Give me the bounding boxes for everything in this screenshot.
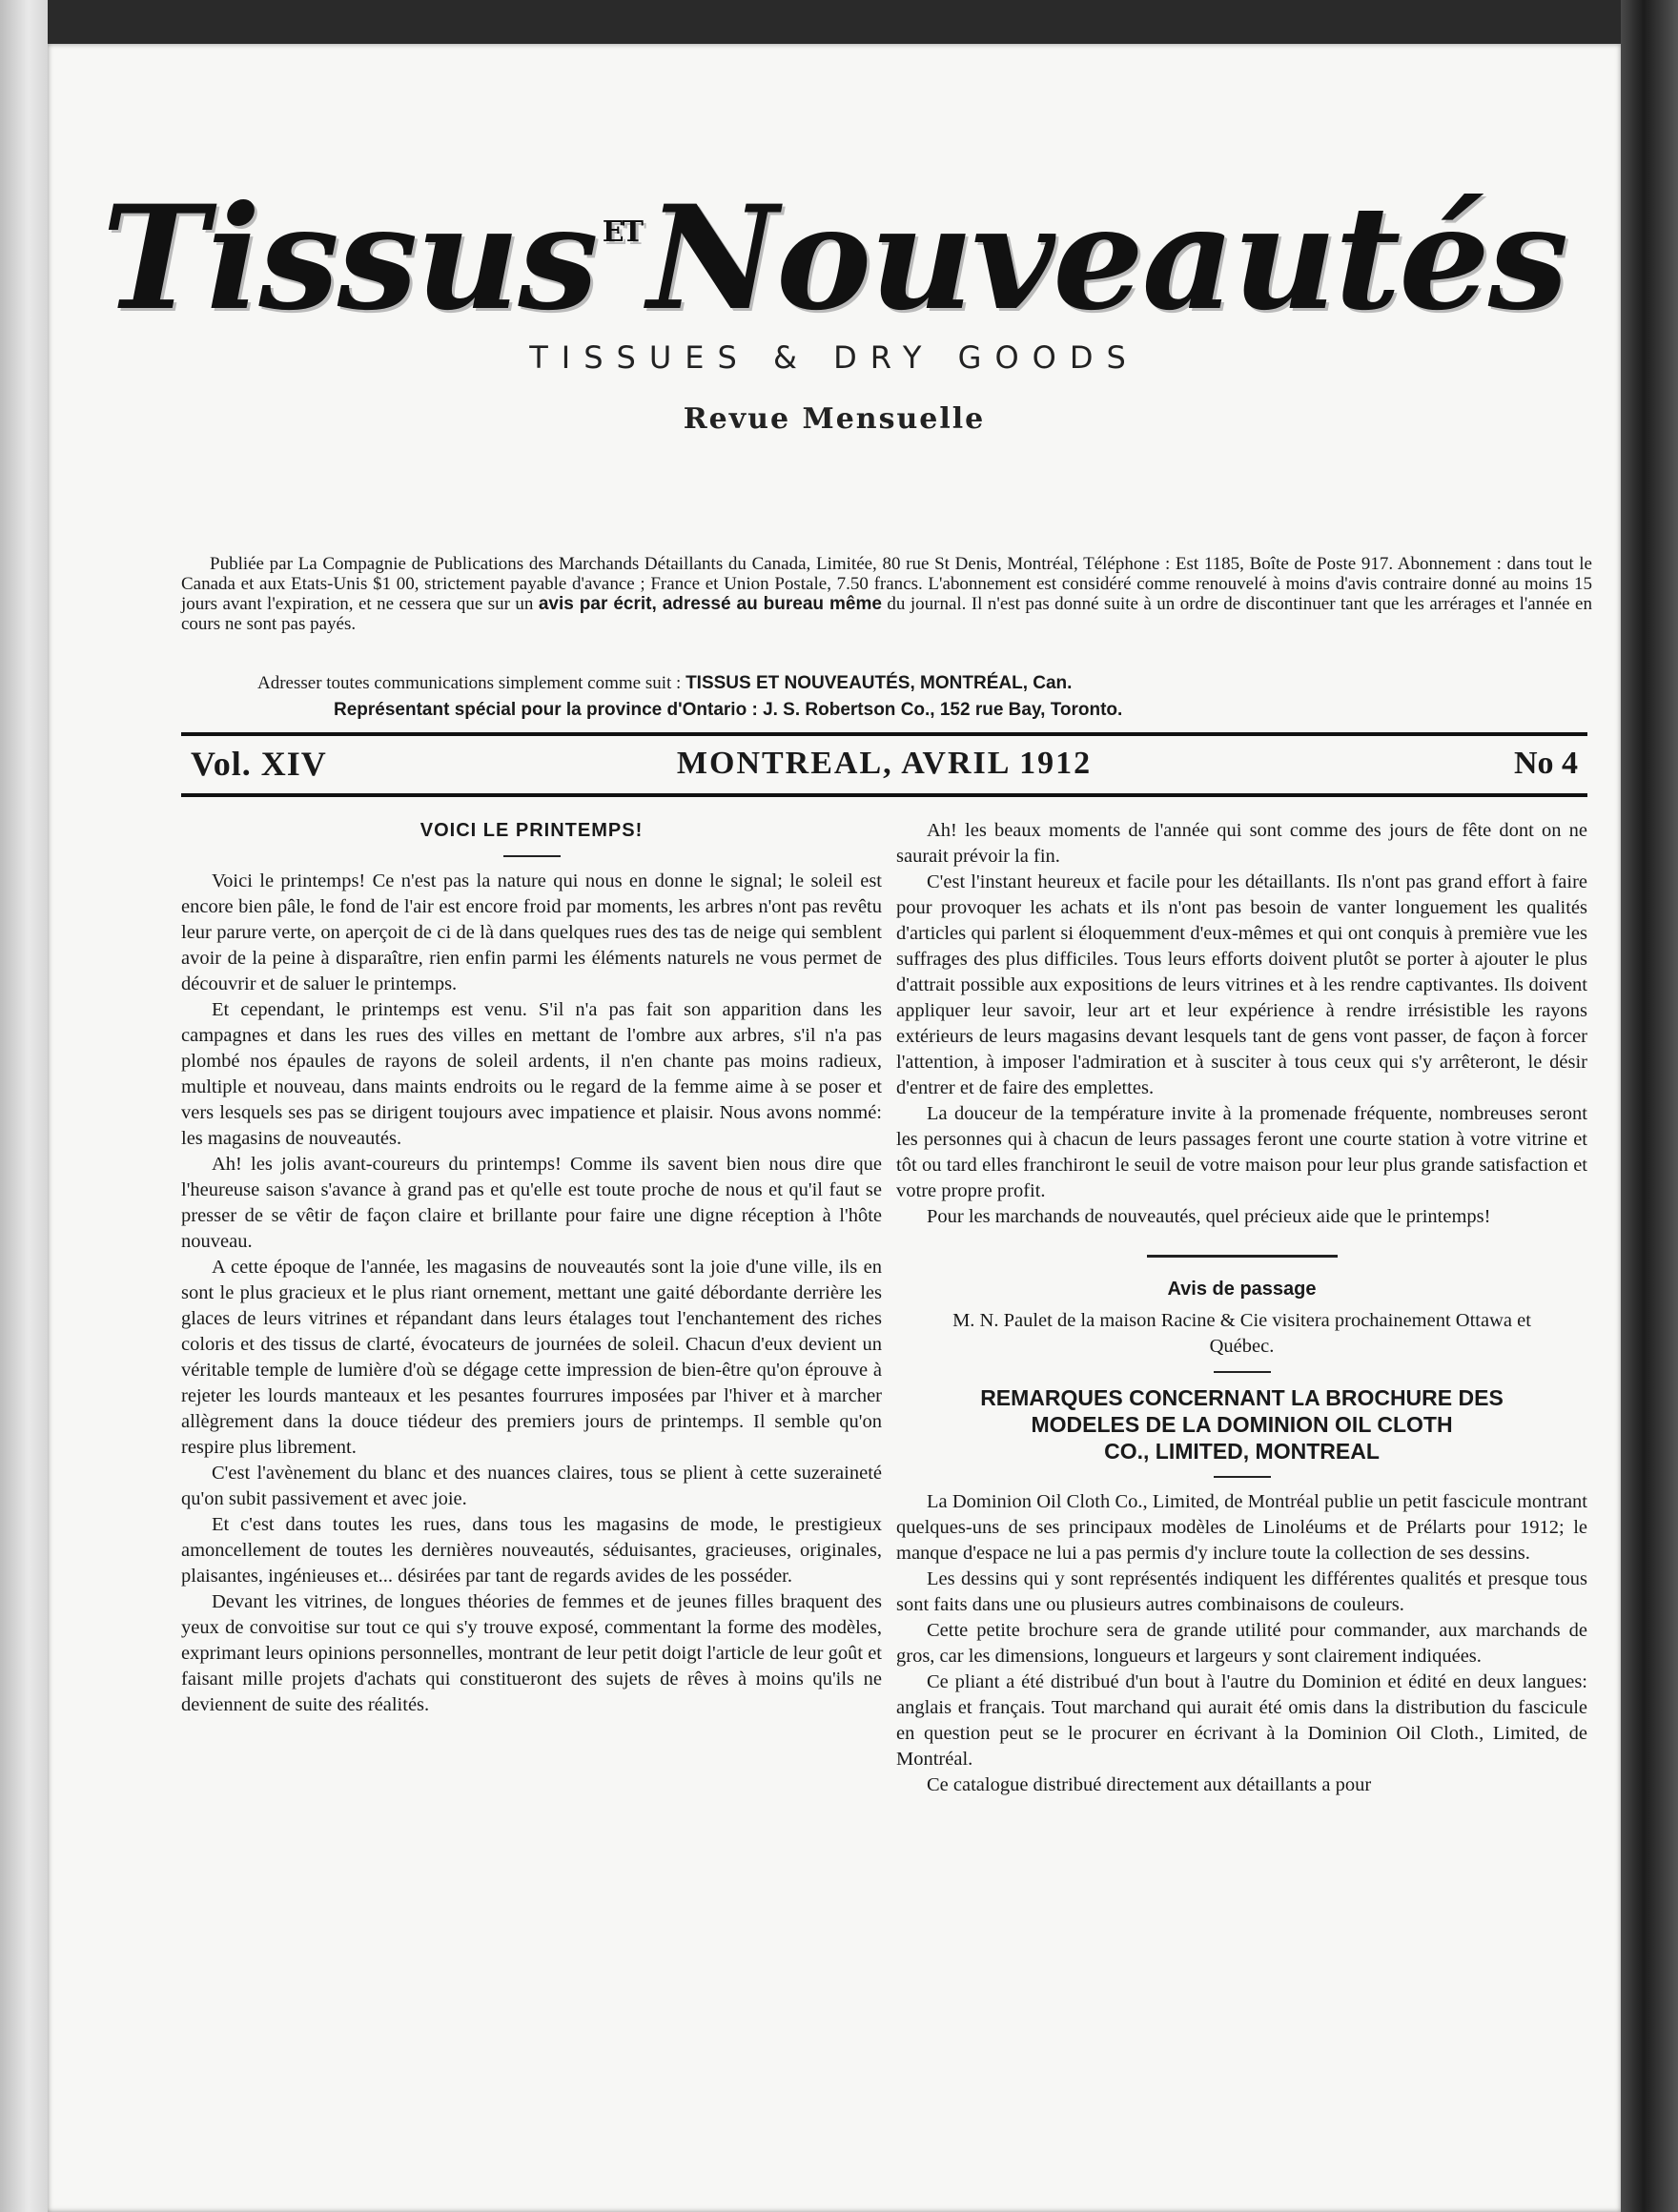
title-et: ET <box>602 215 642 249</box>
volume: Vol. XIV <box>191 745 327 783</box>
column-left <box>181 818 882 1718</box>
title-left: Tissus <box>101 174 597 342</box>
avis-divider <box>1214 1371 1271 1373</box>
paragraph: Pour les marchands de nouveautés, quel précieux aide que le printemps! <box>927 1206 1491 1227</box>
dateline: MONTREAL, AVRIL 1912 <box>676 746 1093 781</box>
pubinfo-text-b: du journal. Il n'est pas donné suite à un ordre de discontinuer tant que les arrérages et l'année en cours ne sont pas payés. <box>181 594 1592 634</box>
section-divider <box>1147 1255 1338 1258</box>
masthead <box>48 174 1621 436</box>
representative-line: Représentant spécial pour la province d'Ontario : J. S. Robertson Co., 152 rue Bay, Toronto. <box>334 700 1123 720</box>
pubinfo-text-a: Publiée par La Compagnie de Publications des Marchands Détaillants du Canada, Limitée, 80 rue St Denis, Montréal, Téléphone : Est 1185, Boîte de Poste 917. Abonnement : dans tout le Canada et aux Etats-Unis $1 00, strictement payable d'avance ; France et Union Postale, 7.50 francs. L'abonnement est considéré comme renouvelé à moins d'avis contraire donné au moins 15 jours avant l'expiration, et ne cessera que sur un <box>181 554 1592 614</box>
book-binding <box>1621 0 1678 2212</box>
paragraph: Les dessins qui y sont représentés indiquent les différentes qualités et presque tous sont faits dans une ou plusieurs autres combinaisons de couleurs. <box>896 1568 1587 1615</box>
page <box>48 44 1621 2212</box>
masthead-subtitle: TISSUES & DRY GOODS <box>529 339 1139 376</box>
paragraph: La douceur de la température invite à la promenade fréquente, nombreuses seront les personnes qui à chacun de leurs passages feront une courte station à votre vitrine et tôt ou tard elles franchiront le seuil de votre maison pour leur plus grande satisfaction et votre propre profit. <box>896 1103 1587 1201</box>
masthead-title <box>48 174 1621 342</box>
avis-title: Avis de passage <box>1167 1279 1317 1300</box>
masthead-revue: Revue Mensuelle <box>683 402 986 436</box>
paragraph: Ah! les jolis avant-coureurs du printemps! Comme ils savent bien nous dire que l'heureuse saison s'avance à grand pas et qu'elle est toute proche de nous et qu'il faut se presser de se vêtir de façon claire et brillante pour faire une digne réception à l'hôte nouveau. <box>181 1154 882 1252</box>
paragraph: Ce pliant a été distribué d'un bout à l'autre du Dominion et édité en deux langues: anglais et français. Tout marchand qui aurait été omis dans la distribution du fascicule en question peut se le procurer en écrivant à la Dominion Oil Cloth., Limited, de Montréal. <box>896 1671 1587 1770</box>
paragraph: C'est l'instant heureux et facile pour les détaillants. Ils n'ont pas grand effort à faire pour provoquer les achats et ils n'ont pas besoin de vanter longuement les qualités d'articles qui parlent si éloquemment d'eux-mêmes et qui ont conquis à première vue les suffrages des plus difficiles. Tous leurs efforts doivent plutôt se porter à ajouter le plus d'attrait possible aux expositions de leurs vitrines et à les rendre captivantes. Ils doivent appliquer leur savoir, leur art et leur expérience à rendre irrésistible les rayons extérieurs de leurs magasins devant lesquels tant de gens vont passer, de façon à forcer l'attention, à imposer l'admiration et à susciter à tous ceux qui s'y arrêteront, le désir d'entrer et de faire des emplettes. <box>896 871 1587 1098</box>
publication-info <box>181 554 1592 634</box>
title-divider <box>503 855 561 857</box>
paragraph: Et c'est dans toutes les rues, dans tous les magasins de mode, le prestigieux amoncellement de toutes les dernières nouveautés, séduisantes, gracieuses, originales, plaisantes, ingénieuses et... désirées par tant de regards avides de les posséder. <box>181 1514 882 1587</box>
address-text: Adresser toutes communications simplement comme suit : <box>257 673 682 693</box>
paragraph: Cette petite brochure sera de grande utilité pour commander, aux marchands de gros, car les dimensions, longueurs et largeurs y sont clairement indiquées. <box>896 1620 1587 1667</box>
article2-title-line: MODELES DE LA DOMINION OIL CLOTH <box>1031 1412 1453 1437</box>
title-right: Nouveautés <box>646 174 1567 342</box>
paragraph: Voici le printemps! Ce n'est pas la nature qui nous en donne le signal; le soleil est encore bien pâle, le fond de l'air est encore froid par moments, les arbres n'ont pas revêtu leur parure verte, on aperçoit de ci de là dans quelques rues des tas de neige qui semblent avoir de la peine à disparaître, rien enfin parmi les éléments naturels ne vous permet de découvrir et de saluer le printemps. <box>181 870 882 994</box>
article2-title-line: CO., LIMITED, MONTREAL <box>1104 1439 1380 1464</box>
issue-number: No 4 <box>1513 746 1578 781</box>
paragraph: C'est l'avènement du blanc et des nuances claires, tous se plient à cette suzeraineté qu'on subit passivement et avec joie. <box>181 1463 882 1509</box>
paragraph: La Dominion Oil Cloth Co., Limited, de Montréal publie un petit fascicule montrant quelques-uns de ses principaux modèles de Linoléums et de Prélarts pour 1912; le manque d'espace ne lui a pas permis d'y inclure toute la collection de ses dessins. <box>896 1491 1587 1564</box>
article2-divider <box>1214 1476 1271 1478</box>
issue-rule-bottom <box>181 793 1587 797</box>
paragraph: Ce catalogue distribué directement aux détaillants a pour <box>927 1774 1372 1795</box>
issue-line <box>181 740 1587 788</box>
paragraph: A cette époque de l'année, les magasins de nouveautés sont la joie d'une ville, ils en sont le plus gracieux et le plus riant ornement, mettant une gaité débordante derrière les glaces de leurs vitrines et répandant dans leurs étalages tout l'enchantement des riches coloris et des tissus de clarté, évocateurs de journées de soleil. Chacun d'eux devient un véritable temple de lumière d'où se dégage cette impression de bien-être qu'on éprouve à rejeter les lourds manteaux et les pesantes fourrures imposées par l'hiver et à marcher allègrement dans la douce tiédeur des premiers jours de printemps. Il semble qu'on respire plus librement. <box>181 1257 882 1458</box>
paragraph: Et cependant, le printemps est venu. S'il n'a pas fait son apparition dans les campagnes et dans les rues des villes en mettant de l'ombre aux arbres, s'il n'a pas plombé nos épaules de rayons de soleil ardents, il n'en chante pas moins radieux, multiple et nouveau, dans maints endroits ou le regard de la femme aime à se poser et vers lesquels ses pas se dirigent toujours avec impatience et plaisir. Nous avons nommé: les magasins de nouveautés. <box>181 999 882 1149</box>
paragraph: Devant les vitrines, de longues théories de femmes et de jeunes filles braquent des yeux de convoitise sur tout ce qui s'y trouve exposé, commentant la forme des modèles, exprimant leurs opinions personnelles, montrant de leur petit doigt l'article de leur goût et faisant mille projets d'achats qui constitueront des sujets de rêves à moins qu'ils ne deviennent de suite des réalités. <box>181 1591 882 1715</box>
address-line <box>257 673 1592 694</box>
avis-text: M. N. Paulet de la maison Racine & Cie visitera prochainement Ottawa et Québec. <box>952 1310 1531 1357</box>
issue-rule-top <box>181 732 1587 736</box>
article2-title-line: REMARQUES CONCERNANT LA BROCHURE DES <box>980 1385 1504 1410</box>
address-bold: TISSUS ET NOUVEAUTÉS, MONTRÉAL, Can. <box>686 673 1073 693</box>
pubinfo-bold: avis par écrit, adressé au bureau même <box>538 594 882 614</box>
left-page-gutter <box>0 0 48 2212</box>
column-right <box>896 818 1587 1798</box>
article2-title <box>896 1384 1587 1464</box>
article-title: VOICI LE PRINTEMPS! <box>420 820 644 841</box>
paragraph: Ah! les beaux moments de l'année qui sont comme des jours de fête dont on ne saurait prévoir la fin. <box>896 820 1587 867</box>
